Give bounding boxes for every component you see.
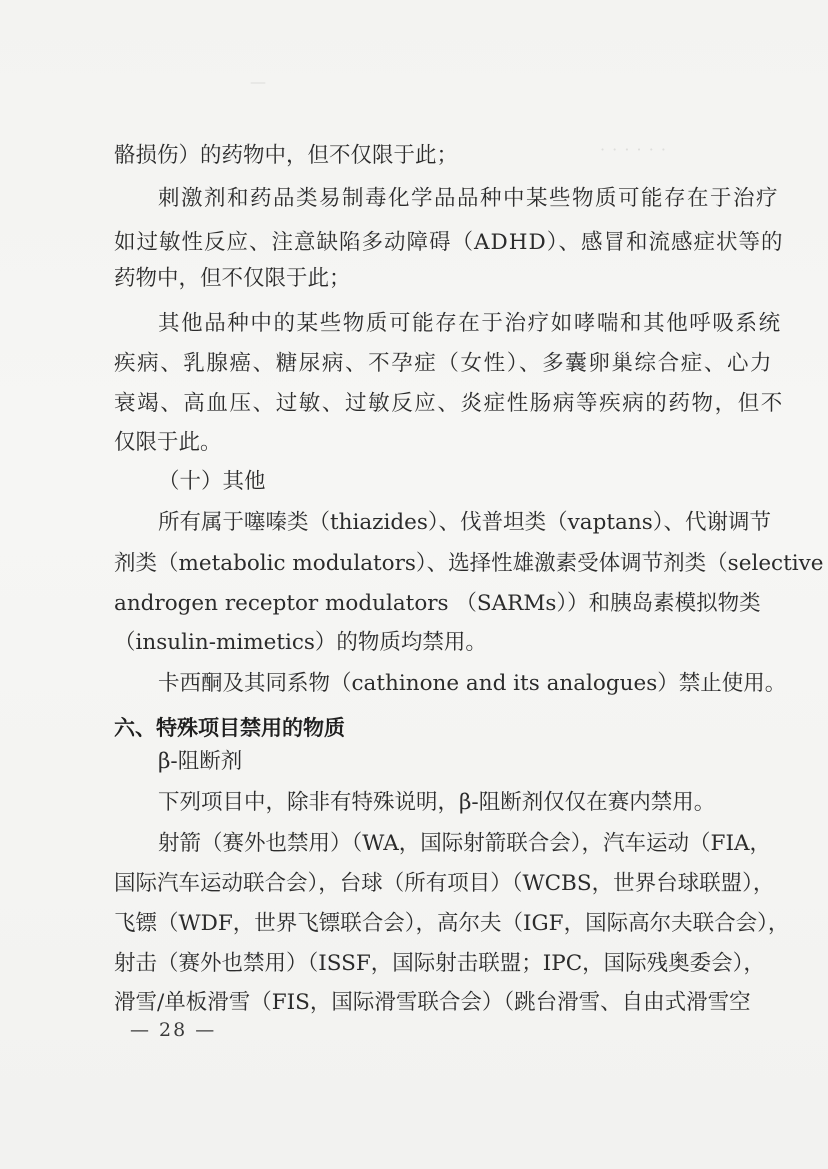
body-line-8: 仅限于此。 — [114, 430, 222, 455]
body-line-10: 所有属于噻嗪类（thiazides）、伐普坦类（vaptans）、代谢调节 — [158, 510, 771, 535]
body-line-7: 衰竭、高血压、过敏、过敏反应、炎症性肠病等疾病的药物，但不 — [114, 391, 784, 416]
body-line-11: 剂类（metabolic modulators）、选择性雄激素受体调节剂类（selective — [114, 551, 824, 576]
body-line-4: 药物中，但不仅限于此； — [114, 266, 351, 291]
page-number: — 28 — — [130, 1019, 217, 1041]
section-heading: 六、特殊项目禁用的物质 — [114, 716, 345, 740]
bleed-through-text: · · · · · · — [600, 140, 667, 159]
subsection-title-beta-blockers: β-阻断剂 — [158, 749, 243, 774]
bleed-through-text: — — [250, 72, 267, 91]
body-line-1: 骼损伤）的药物中，但不仅限于此； — [114, 143, 459, 168]
body-line-2: 刺激剂和药品类易制毒化学品品种中某些物质可能存在于治疗 — [158, 186, 780, 211]
body-line-5: 其他品种中的某些物质可能存在于治疗如哮喘和其他呼吸系统 — [158, 311, 782, 336]
body-line-19: 飞镖（WDF，世界飞镖联合会），高尔夫（IGF，国际高尔夫联合会）， — [114, 911, 790, 936]
body-line-3: 如过敏性反应、注意缺陷多动障碍（ADHD）、感冒和流感症状等的 — [114, 230, 784, 255]
body-line-12: androgen receptor modulators （SARMs））和胰岛素模拟物类 — [114, 591, 761, 616]
body-line-13: （insulin-mimetics）的物质均禁用。 — [114, 630, 487, 655]
body-line-21: 滑雪/单板滑雪（FIS，国际滑雪联合会）（跳台滑雪、自由式滑雪空 — [114, 990, 751, 1015]
body-line-17: 射箭（赛外也禁用）（WA，国际射箭联合会），汽车运动（FIA， — [158, 831, 771, 856]
body-line-6: 疾病、乳腺癌、糖尿病、不孕症（女性）、多囊卵巢综合症、心力 — [114, 351, 774, 376]
body-line-20: 射击（赛外也禁用）（ISSF，国际射击联盟；IPC，国际残奥委会）， — [114, 951, 765, 976]
body-line-14: 卡西酮及其同系物（cathinone and its analogues）禁止使用。 — [158, 671, 787, 696]
body-line-16: 下列项目中，除非有特殊说明，β-阻断剂仅仅在赛内禁用。 — [158, 790, 716, 815]
section-subheading-other: （十）其他 — [158, 469, 266, 494]
body-line-18: 国际汽车运动联合会），台球（所有项目）（WCBS，世界台球联盟）， — [114, 871, 775, 896]
